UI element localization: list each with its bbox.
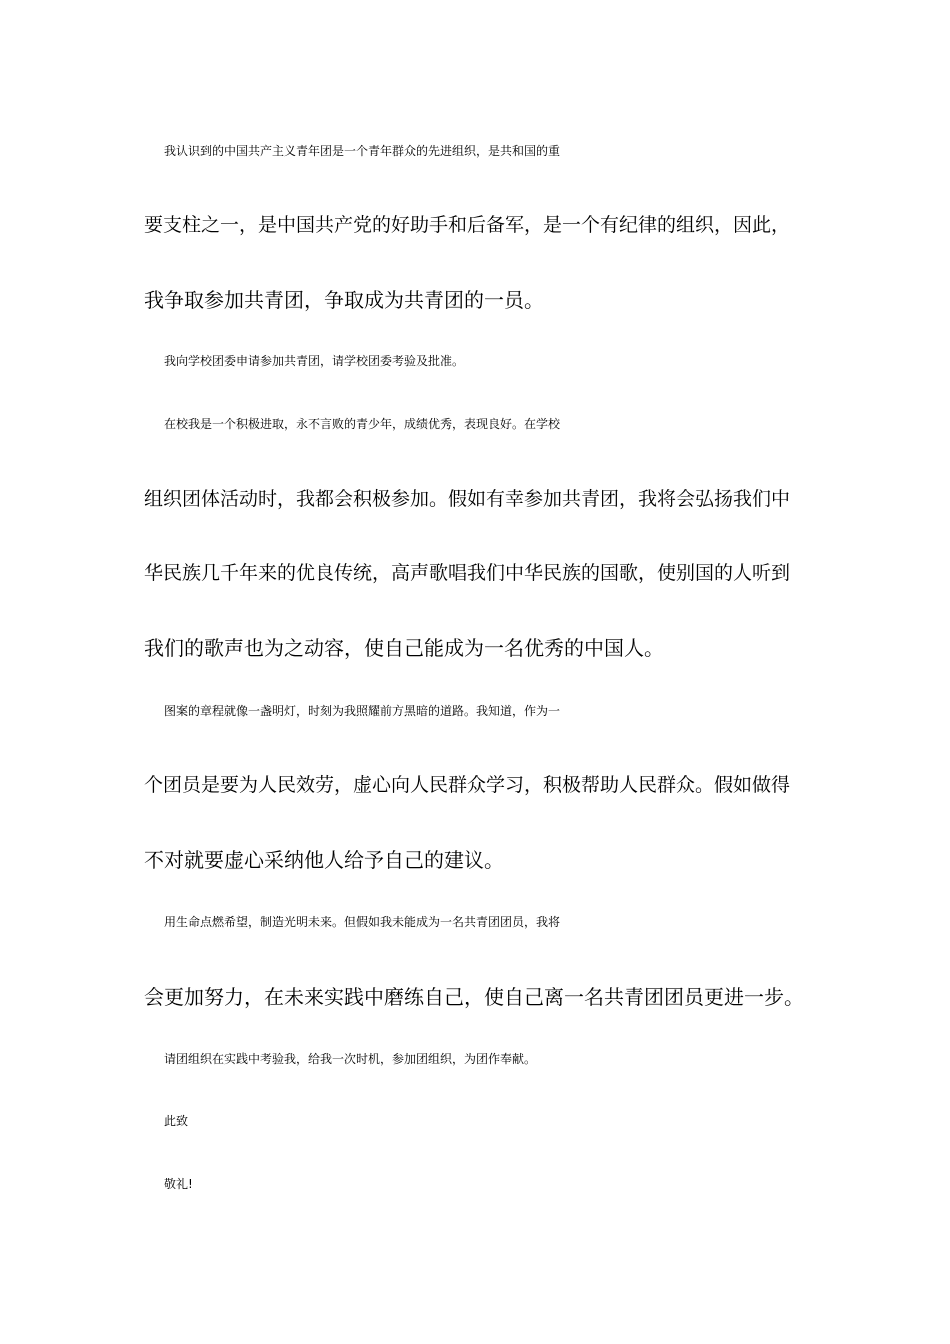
text-line: 图案的章程就像一盏明灯，时刻为我照耀前方黑暗的道路。我知道，作为一 bbox=[164, 704, 561, 718]
text-line: 在校我是一个积极进取，永不言败的青少年，成绩优秀，表现良好。在学校 bbox=[164, 417, 561, 431]
text-line: 要支柱之一，是中国共产党的好助手和后备军，是一个有纪律的组织，因此， bbox=[144, 214, 791, 236]
text-line: 华民族几千年来的优良传统，高声歌唱我们中华民族的国歌，使别国的人听到 bbox=[144, 562, 791, 584]
text-line: 我向学校团委申请参加共青团，请学校团委考验及批准。 bbox=[164, 354, 465, 368]
salutation-line: 敬礼! bbox=[164, 1177, 193, 1191]
text-line: 用生命点燃希望，制造光明未来。但假如我未能成为一名共青团团员，我将 bbox=[164, 915, 561, 929]
text-line: 请团组织在实践中考验我，给我一次时机，参加团组织，为团作奉献。 bbox=[164, 1052, 537, 1066]
text-line: 不对就要虚心采纳他人给予自己的建议。 bbox=[144, 848, 504, 872]
text-line: 我争取参加共青团，争取成为共青团的一员。 bbox=[144, 288, 544, 312]
text-line: 我认识到的中国共产主义青年团是一个青年群众的先进组织，是共和国的重 bbox=[164, 144, 561, 158]
text-line: 会更加努力，在未来实践中磨练自己，使自己离一名共青团团员更进一步。 bbox=[144, 985, 804, 1009]
text-line: 我们的歌声也为之动容，使自己能成为一名优秀的中国人。 bbox=[144, 636, 664, 660]
text-line: 组织团体活动时，我都会积极参加。假如有幸参加共青团，我将会弘扬我们中 bbox=[144, 488, 791, 510]
closing-line: 此致 bbox=[164, 1114, 189, 1128]
text-line: 个团员是要为人民效劳，虚心向人民群众学习，积极帮助人民群众。假如做得 bbox=[144, 774, 791, 796]
